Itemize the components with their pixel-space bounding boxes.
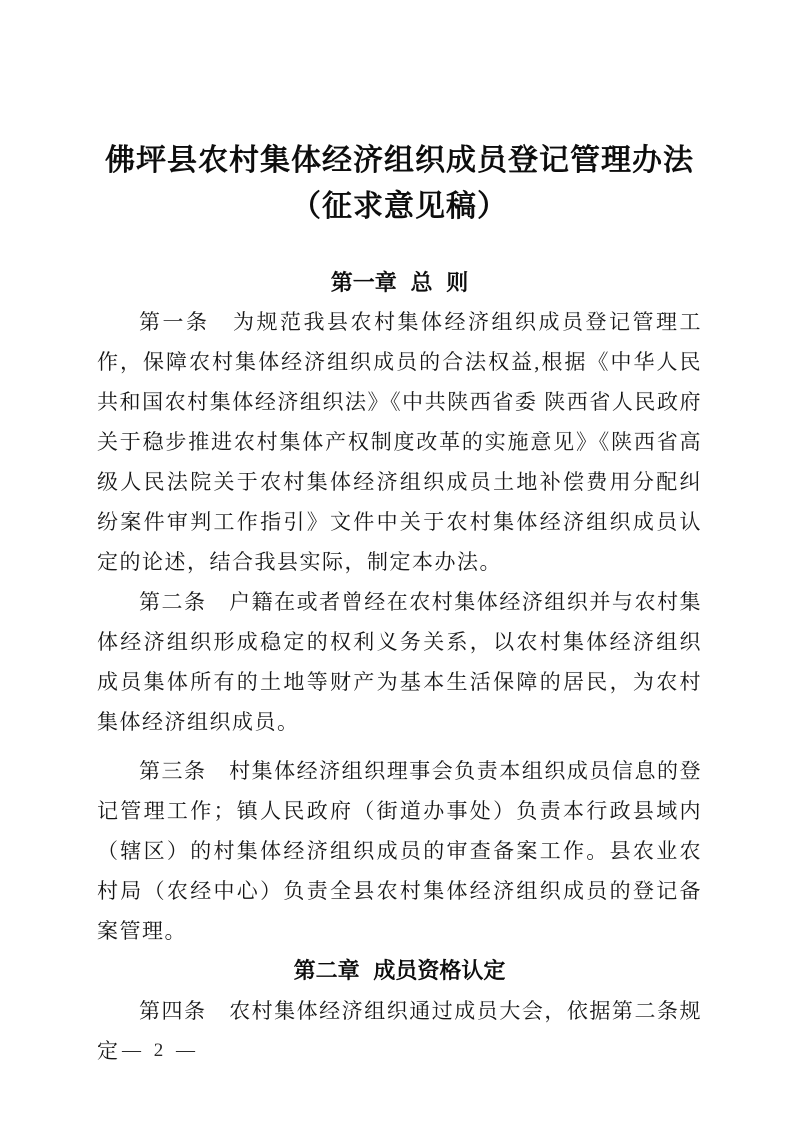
document-subtitle: （征求意见稿） [291,190,508,223]
paragraph-article-3: 第三条 村集体经济组织理事会负责本组织成员信息的登记管理工作；镇人民政府（街道办事处）负责本行政县域内（辖区）的村集体经济组织成员的审查备案工作。县农业农村局（农经中心）负责全县农村集体经济组织成员的登记备案管理。 [97,759,702,943]
chapter-1-heading: 第一章 总 则 [330,270,469,295]
page-number: — 2 — [122,1040,199,1061]
document-title: 佛坪县农村集体经济组织成员登记管理办法 [105,144,694,177]
chapter-2-heading: 第二章 成员资格认定 [293,958,506,983]
paragraph-article-1: 第一条 为规范我县农村集体经济组织成员登记管理工作，保障农村集体经济组织成员的合法权益,根据《中华人民共和国农村集体经济组织法》《中共陕西省委 陕西省人民政府关于稳步推进农村集体产权制度改革的实施意见》《陕西省高级人民法院关于农村集体经济组织成员土地补偿费用分配纠纷案件审判工作指引》文件中关于农村集体经济组织成员认定的论述，结合我县实际，制定本办法。 [97,310,702,574]
paragraph-article-2: 第二条 户籍在或者曾经在农村集体经济组织并与农村集体经济组织形成稳定的权利义务关系，以农村集体经济组织成员集体所有的土地等财产为基本生活保障的居民，为农村集体经济组织成员。 [97,590,702,734]
paragraph-article-4: 第四条 农村集体经济组织通过成员大会，依据第二条规定 [97,999,702,1063]
